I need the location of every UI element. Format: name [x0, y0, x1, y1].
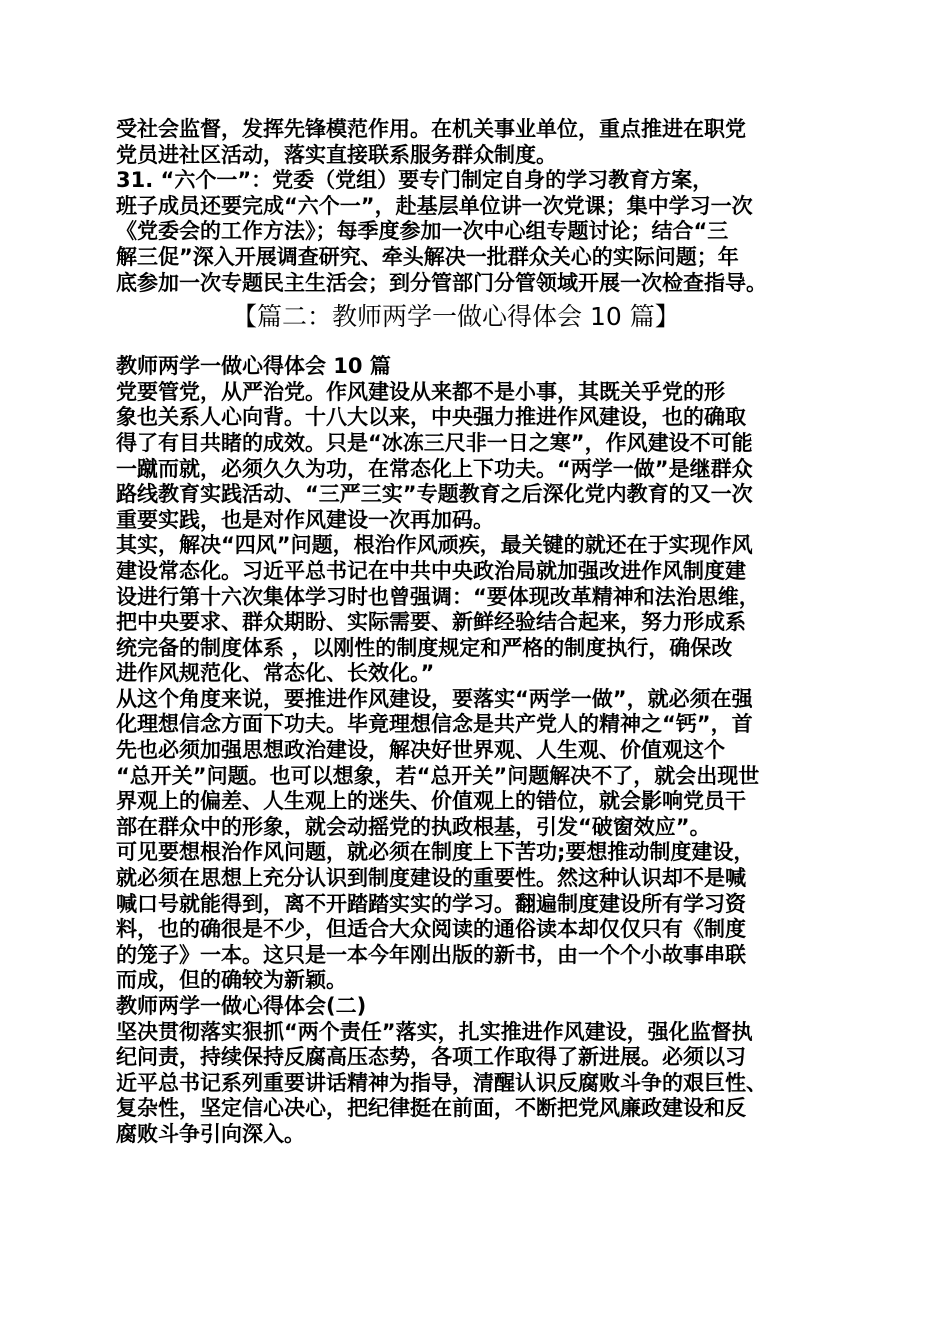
text-line: 复杂性，坚定信心决心，把纪律挺在前面，不断把党风廉政建设和反 [116, 1096, 746, 1121]
text-line: 一蹴而就，必须久久为功，在常态化上下功夫。“两学一做”是继群众 [116, 456, 753, 481]
text-line: 喊口号就能得到，离不开踏踏实实的学习。翻遍制度建设所有学习资 [116, 891, 746, 916]
text-line: 近平总书记系列重要讲话精神为指导，清醒认识反腐败斗争的艰巨性、 [116, 1070, 767, 1095]
section-title: 【篇二：教师两学一做心得体会 10 篇】 [232, 302, 680, 332]
text-line: 受社会监督，发挥先锋模范作用。在机关事业单位，重点推进在职党 [116, 117, 746, 141]
text-line: 部在群众中的形象，就会动摇党的执政根基，引发“破窗效应”。 [116, 814, 711, 839]
text-line: 路线教育实践活动、“三严三实”专题教育之后深化党内教育的又一次 [116, 482, 753, 507]
body-paragraphs [116, 354, 846, 1147]
text-line: 统完备的制度体系 ，以刚性的制度规定和严格的制度执行，确保改 [116, 635, 733, 660]
text-line: “总开关”问题。也可以想象，若“总开关”问题解决不了，就会出现世 [116, 763, 760, 788]
text-line: 的笼子》一本。这只是一本今年刚出版的新书，由一个个小故事串联 [116, 942, 746, 967]
text-line: 从这个角度来说，要推进作风建设，要落实“两学一做”，就必须在强 [116, 686, 753, 711]
text-line: 就必须在思想上充分认识到制度建设的重要性。然这种认识却不是喊 [116, 866, 746, 891]
text-line: 可见要想根治作风问题，就必须在制度上下苦功;要想推动制度建设， [116, 840, 755, 865]
text-line: 建设常态化。习近平总书记在中共中央政治局就加强改进作风制度建 [116, 558, 746, 583]
text-line: 解三促”深入开展调查研究、牵头解决一批群众关心的实际问题；年 [116, 244, 739, 269]
text-line: 而成，但的确较为新颖。 [116, 968, 347, 993]
text-line: 党员进社区活动，落实直接联系服务群众制度。 [116, 142, 557, 167]
text-line: 进作风规范化、常态化、长效化。” [116, 661, 435, 686]
text-line: 得了有目共睹的成效。只是“冰冻三尺非一日之寒”，作风建设不可能 [116, 430, 753, 455]
text-line: 化理想信念方面下功夫。毕竟理想信念是共产党人的精神之“钙”，首 [116, 712, 753, 737]
subheading: 教师两学一做心得体会(二) [116, 994, 367, 1018]
text-line: 把中央要求、群众期盼、实际需要、新鲜经验结合起来，努力形成系 [116, 610, 746, 635]
top-paragraphs [116, 117, 846, 296]
text-line: 纪问责，持续保持反腐高压态势，各项工作取得了新进展。必须以习 [116, 1045, 746, 1070]
text-line: 象也关系人心向背。十八大以来，中央强力推进作风建设，也的确取 [116, 405, 746, 430]
text-line: 党要管党，从严治党。作风建设从来都不是小事，其既关乎党的形 [116, 379, 725, 404]
text-line: 重要实践，也是对作风建设一次再加码。 [116, 507, 494, 532]
text-line: 其实，解决“四风”问题，根治作风顽疾，最关键的就还在于实现作风 [116, 533, 753, 558]
text-line: 班子成员还要完成“六个一”，赴基层单位讲一次党课；集中学习一次 [116, 193, 753, 218]
text-line: 31. “六个一”：党委（党组）要专门制定自身的学习教育方案， [116, 168, 714, 193]
text-line: 料，也的确很是不少，但适合大众阅读的通俗读本却仅仅只有《制度 [116, 917, 746, 942]
text-line: 设进行第十六次集体学习时也曾强调：“要体现改革精神和法治思维， [116, 584, 760, 609]
text-line: 先也必须加强思想政治建设，解决好世界观、人生观、价值观这个 [116, 738, 725, 763]
text-line: 腐败斗争引向深入。 [116, 1121, 305, 1146]
text-line: 坚决贯彻落实狠抓“两个责任”落实，扎实推进作风建设，强化监督执 [116, 1019, 753, 1044]
text-line: 界观上的偏差、人生观上的迷失、价值观上的错位，就会影响党员干 [116, 789, 746, 814]
text-line: 底参加一次专题民主生活会；到分管部门分管领域开展一次检查指导。 [116, 270, 767, 295]
document-page [116, 117, 846, 1148]
subheading: 教师两学一做心得体会 10 篇 [116, 354, 391, 379]
text-line: 《党委会的工作方法》；每季度参加一次中心组专题讨论；结合“三 [116, 219, 729, 244]
